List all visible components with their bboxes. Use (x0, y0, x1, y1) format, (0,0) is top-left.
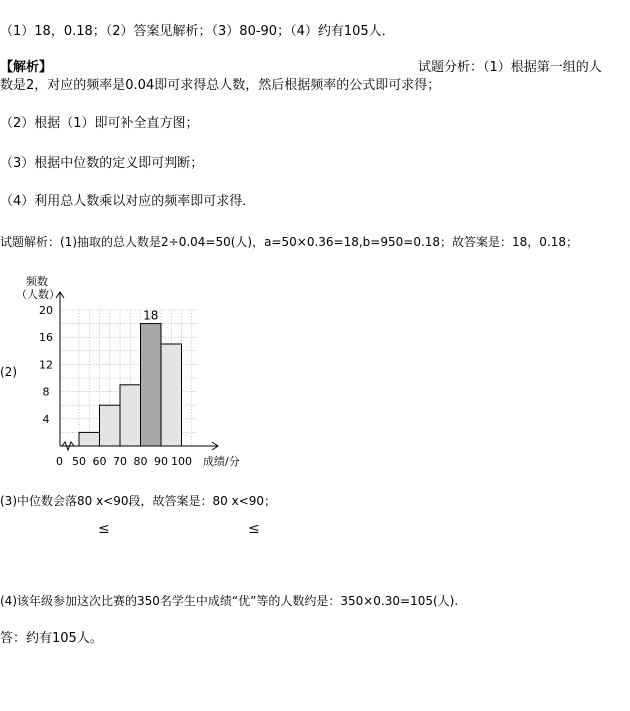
solution-part2-label: (2) (0, 365, 17, 379)
bar-data-label: 18 (143, 308, 159, 323)
x-tick-label: 100 (171, 455, 192, 468)
solution-part3: (3)中位数会落80 x<90段，故答案是：80 x<90； (0, 494, 277, 508)
y-tick-label: 8 (42, 385, 50, 399)
solution-part1: 试题解析：(1)抽取的总人数是2÷0.04=50(人)，a=50×0.36=18,b=950=0.18；故答案是：18，0.18； (0, 235, 579, 249)
answer-line: （1）18，0.18；（2）答案见解析；（3）80-90；（4）约有105人． (0, 24, 395, 39)
histogram-bar (100, 405, 121, 446)
histogram-bar (141, 324, 162, 446)
y-tick-label: 4 (42, 412, 50, 426)
leq-symbol-2: ≤ (248, 521, 260, 537)
histogram-bar (79, 432, 100, 446)
x-tick-label: 60 (92, 455, 107, 468)
analysis-line2: 数是2，对应的频率是0.04即可求得总人数，然后根据频率的公式即可求得； (0, 78, 441, 93)
analysis-step2: （2）根据（1）即可补全直方图； (0, 116, 199, 131)
x-origin-label: 0 (56, 455, 63, 468)
x-tick-label: 80 (133, 455, 148, 468)
x-tick-label: 50 (72, 455, 86, 468)
solution-final: 答：约有105人。 (0, 631, 103, 646)
x-axis-label: 成绩/分 (203, 455, 240, 468)
y-tick-label: 12 (39, 358, 53, 372)
y-tick-label: 20 (39, 304, 53, 317)
y-tick-label: 16 (39, 331, 53, 345)
leq-symbol-1: ≤ (98, 521, 110, 537)
y-axis-label-line1: 频数 (26, 275, 48, 288)
x-tick-label: 70 (113, 455, 127, 468)
analysis-step3: （3）根据中位数的定义即可判断； (0, 156, 204, 171)
x-tick-label: 90 (154, 455, 168, 468)
histogram-bar (161, 344, 182, 446)
analysis-intro: 试题分析：（1）根据第一组的人 (418, 60, 602, 75)
frequency-histogram (0, 270, 270, 470)
y-axis-label-line2: （人数） (16, 288, 60, 301)
analysis-step4: （4）利用总人数乘以对应的频率即可求得． (0, 194, 256, 209)
analysis-header: 【解析】 (0, 60, 53, 75)
solution-part4: (4)该年级参加这次比赛的350名学生中成绩“优”等的人数约是：350×0.30=105(人). (0, 594, 459, 608)
histogram-bar (120, 385, 141, 446)
